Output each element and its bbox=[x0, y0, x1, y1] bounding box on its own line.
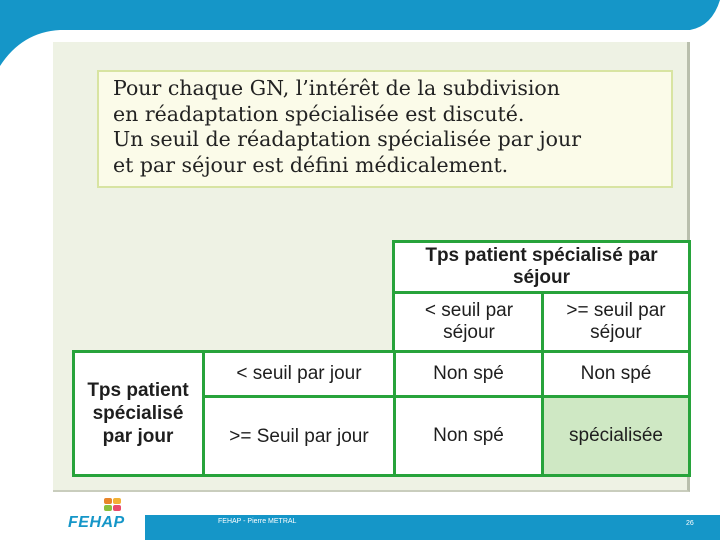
logo-wordmark: FEHAP bbox=[68, 514, 125, 531]
result-cell: Non spé bbox=[433, 363, 504, 384]
paragraph-line: Pour chaque GN, l’intérêt de la subdivision bbox=[113, 76, 560, 100]
row-option-below: < seuil par jour bbox=[236, 363, 362, 384]
row-header-title: Tps patient spécialisé par jour bbox=[87, 380, 189, 447]
col-option-above: >= seuil par séjour bbox=[566, 300, 666, 343]
col-header-title: Tps patient spécialisé par séjour bbox=[425, 245, 658, 288]
col-option-below: < seuil par séjour bbox=[424, 300, 514, 343]
row-option-above: >= Seuil par jour bbox=[229, 425, 369, 447]
paragraph-line: Un seuil de réadaptation spécialisée par jour bbox=[113, 127, 581, 151]
page-number: 26 bbox=[686, 520, 694, 527]
decision-matrix-table bbox=[72, 350, 691, 477]
result-cell-highlighted: spécialisée bbox=[544, 398, 688, 474]
result-cell: Non spé bbox=[433, 425, 504, 446]
footer-credit: FEHAP - Pierre METRAL bbox=[218, 518, 297, 525]
stay-threshold-header-table bbox=[392, 240, 691, 353]
paragraph-line: et par séjour est défini médicalement. bbox=[113, 152, 509, 177]
intro-paragraph bbox=[97, 70, 673, 188]
result-cell: Non spé bbox=[580, 363, 652, 384]
paragraph-line: en réadaptation spécialisée est discuté. bbox=[113, 101, 525, 126]
